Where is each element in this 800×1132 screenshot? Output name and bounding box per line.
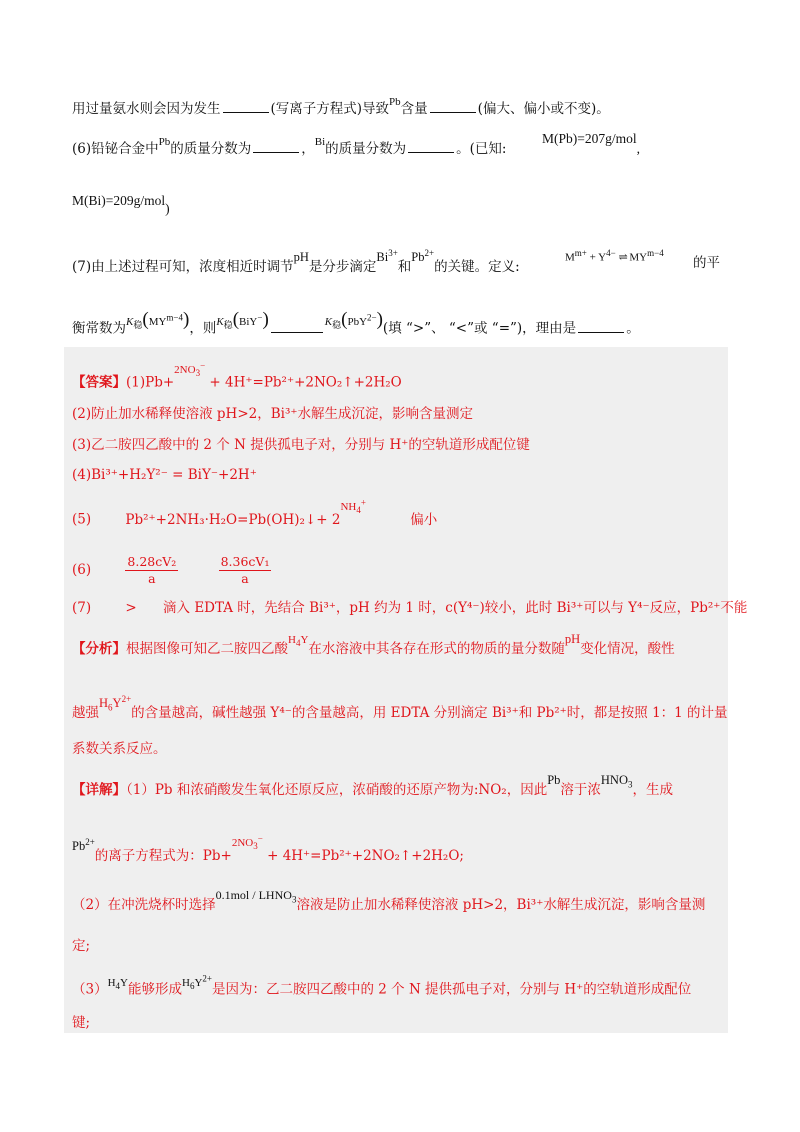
detail-line-5 bbox=[72, 973, 692, 1003]
detail-l2-nitrate: 2NO3− bbox=[231, 833, 263, 852]
detail-l3-b: 溶液是防止加水稀释使溶液 pH>2，Bi³⁺水解生成沉淀，影响含量测 bbox=[296, 897, 706, 913]
answer-6-fraction-pb: $\frac{\text{8.28cV₂}}{a}$ bbox=[127, 554, 177, 586]
analysis-line-1 bbox=[72, 632, 675, 662]
answer-5 bbox=[72, 497, 438, 533]
detail-l5-b: 能够形成 bbox=[128, 981, 182, 998]
q7-blank-reason[interactable] bbox=[578, 320, 624, 333]
answer-7-text: 滴入 EDTA 时，先结合 Bi³⁺，pH 约为 1 时，c(Y⁴⁻)较小，此时 Bi³⁺可以与 Y⁴⁻反应，Pb²⁺不能 bbox=[163, 600, 748, 616]
detail-tag: 【详解】 bbox=[72, 782, 126, 798]
detail-p2: 溶于浓 bbox=[560, 782, 601, 798]
q6-blank-pb[interactable] bbox=[253, 140, 299, 153]
answer-5-num: (5) bbox=[72, 511, 92, 528]
answer-tag: 【答案】 bbox=[72, 374, 126, 391]
q5-tail-line bbox=[72, 96, 610, 119]
q6-mpb bbox=[542, 130, 640, 156]
detail-l3-conc: $0.1mol / LHNO_3$ bbox=[215, 888, 297, 905]
q7-blank-compare[interactable] bbox=[271, 320, 323, 333]
answer-7 bbox=[72, 599, 747, 617]
q7-tail: 的平 bbox=[693, 255, 720, 271]
answer-7-num: (7) bbox=[72, 600, 92, 616]
q6-close: ) bbox=[165, 201, 170, 216]
q6-comma: , bbox=[636, 141, 640, 156]
q5-text-3: 含量 bbox=[400, 101, 428, 117]
q6-bi: Bi bbox=[314, 136, 326, 148]
answer-1-nitrate: 2NO3− bbox=[174, 360, 206, 378]
answer-4: (4)Bi³⁺+H₂Y²⁻ = BiY⁻+2H⁺ bbox=[72, 467, 257, 483]
q5-blank-1[interactable] bbox=[223, 100, 269, 113]
q7-pb2: $Pb^{2+}$ bbox=[411, 248, 435, 265]
answer-5-eq: Pb²⁺+2NH₃·H₂O=Pb(OH)₂↓+ 2 bbox=[125, 511, 341, 528]
detail-l2-a: 的离子方程式为：Pb+ bbox=[94, 848, 232, 865]
q7-line-1 bbox=[72, 248, 520, 276]
q5-text-2: (写离子方程式)导致 bbox=[270, 101, 390, 117]
q7-ph: pH bbox=[293, 250, 309, 265]
q7-bi3: $Bi^{3+}$ bbox=[376, 248, 398, 265]
q5-blank-2[interactable] bbox=[430, 100, 476, 113]
detail-l2-b: + 4H⁺=Pb²⁺+2NO₂↑+2H₂O; bbox=[262, 848, 464, 865]
answer-6-fraction-bi: $\frac{\text{8.36cV₁}}{a}$ bbox=[220, 554, 270, 586]
answer-5-ammonium: NH4+ bbox=[340, 497, 366, 515]
q7-mid2: 的关键。定义: bbox=[434, 259, 520, 276]
answer-6 bbox=[72, 548, 271, 586]
analysis-h4y: H4Y bbox=[288, 634, 309, 649]
analysis-line-3: 系数关系反应。 bbox=[72, 741, 167, 757]
detail-p3: ，生成 bbox=[632, 782, 673, 798]
q7-k-c: K稳(PbY2−) bbox=[324, 308, 383, 330]
q7-then: ，则 bbox=[189, 320, 217, 337]
q6-blank-bi[interactable] bbox=[408, 140, 454, 153]
q6-mbi: M(Bi)=209g/mol bbox=[72, 193, 166, 208]
answer-1-pre: (1)Pb+ bbox=[126, 374, 175, 391]
answer-3: (3)乙二胺四乙酸中的 2 个 N 提供孤电子对，分别与 H⁺的空轨道形成配位键 bbox=[72, 437, 530, 453]
detail-line-3 bbox=[72, 888, 706, 918]
q5-pb: Pb bbox=[389, 96, 401, 108]
analysis-p3: 变化情况，酸性 bbox=[580, 641, 675, 657]
detail-hno3: $HNO_3$ bbox=[600, 773, 633, 790]
q7-equilibrium: $M^{m+} + Y^{4-}$ ⇌ $MY^{m-4}$ bbox=[565, 248, 664, 264]
q7-and: 和 bbox=[397, 259, 412, 276]
detail-l2-pb: $Pb^{2+}$ bbox=[72, 837, 95, 854]
q7-fill: (填 “>”、 “<”或 “=”)，理由是 bbox=[382, 320, 577, 337]
q6-mid2: 的质量分数为 bbox=[325, 141, 407, 157]
detail-p1: （1）Pb 和浓硝酸发生氧化还原反应，浓硝酸的还原产物为:NO₂，因此 bbox=[126, 782, 548, 798]
analysis-tag: 【分析】 bbox=[72, 641, 126, 657]
detail-line-6: 键; bbox=[72, 1015, 91, 1031]
detail-l5-c: 是因为：乙二胺四乙酸中的 2 个 N 提供孤电子对，分别与 H⁺的空轨道形成配位 bbox=[211, 981, 692, 998]
q7-mid1: 是分步滴定 bbox=[308, 259, 377, 276]
analysis-p2: 在水溶液中其各存在形式的物质的量分数随 bbox=[308, 641, 565, 657]
answer-7-sign: > bbox=[125, 600, 137, 616]
q7-line2-a: 衡常数为 bbox=[72, 320, 126, 337]
detail-line-4: 定; bbox=[72, 938, 91, 954]
answer-line-1 bbox=[72, 360, 402, 396]
detail-l5-h4y: H4Y bbox=[107, 976, 128, 991]
q7-k-b: K稳(BiY−) bbox=[216, 308, 269, 330]
detail-l5-a: （3） bbox=[72, 981, 108, 998]
analysis-ph: pH bbox=[564, 632, 581, 646]
q7-k-a: K稳(MYm−4) bbox=[126, 308, 190, 330]
detail-pb: Pb bbox=[547, 773, 561, 787]
analysis-l2-a: 越强 bbox=[72, 705, 99, 722]
analysis-l2-b: 的含量越高，碱性越强 Y⁴⁻的含量越高，用 EDTA 分别滴定 Bi³⁺和 Pb²⁺时，都是按照 1：1 的计量 bbox=[131, 705, 728, 722]
detail-line-2 bbox=[72, 833, 464, 869]
detail-l3-a: （2）在冲洗烧杯时选择 bbox=[72, 897, 216, 913]
detail-l5-h6y: H6Y2+ bbox=[182, 973, 212, 991]
q7-end: 。 bbox=[626, 320, 640, 337]
analysis-p1: 根据图像可知乙二胺四乙酸 bbox=[126, 641, 288, 657]
q6-tail: 。(已知: bbox=[456, 141, 507, 157]
q7-prefix: (7)由上述过程可知，浓度相近时调节 bbox=[72, 259, 294, 276]
equilibrium-arrow-icon: ⇌ bbox=[618, 251, 627, 264]
q6-line: (6)铅铋合金中$^{Pb}$的质量分数为 ，$^{Bi}$的质量分数为 。(已知: bbox=[72, 136, 507, 157]
q6-mpb-text: M(Pb)=207g/mol bbox=[542, 131, 637, 146]
answer-6-num: (6) bbox=[72, 562, 92, 578]
q5-text-4: (偏大、偏小或不变)。 bbox=[477, 101, 610, 117]
analysis-line-2 bbox=[72, 694, 728, 727]
answer-5-result: 偏小 bbox=[410, 511, 438, 528]
q6-pb: Pb bbox=[158, 136, 171, 148]
q6-mbi-line bbox=[72, 192, 170, 216]
analysis-h6y: $H_6Y^{2+}$ bbox=[99, 694, 132, 713]
answer-1-rest: + 4H⁺=Pb²⁺+2NO₂↑+2H₂O bbox=[205, 374, 402, 391]
q7-line-2 bbox=[72, 308, 640, 342]
q6-prefix: (6)铅铋合金中 bbox=[72, 141, 159, 157]
answer-2: (2)防止加水稀释使溶液 pH>2，Bi³⁺水解生成沉淀，影响含量测定 bbox=[72, 406, 474, 422]
q6-mid1: 的质量分数为 bbox=[170, 141, 252, 157]
q5-text-1: 用过量氨水则会因为发生 bbox=[72, 101, 221, 117]
detail-line-1 bbox=[72, 773, 673, 804]
